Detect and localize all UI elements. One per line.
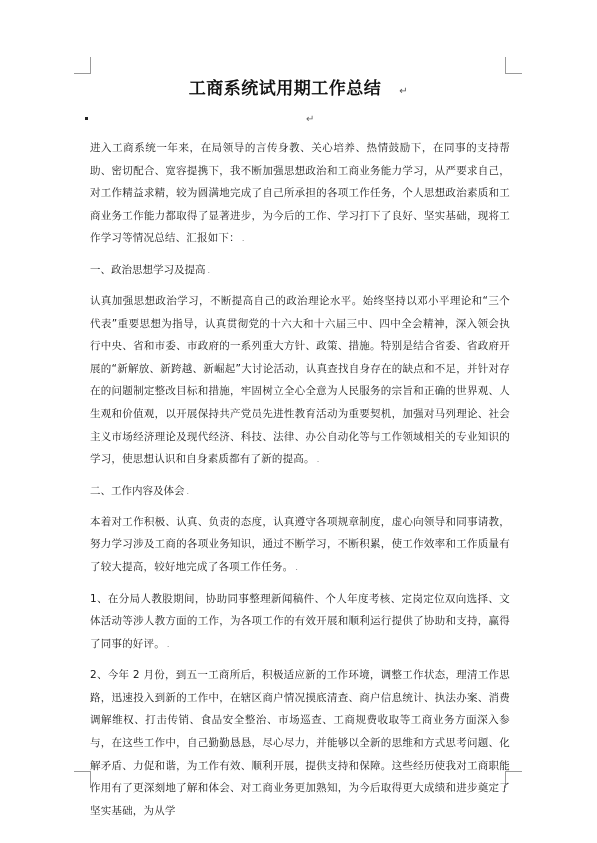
body-paragraph-item-2[interactable]	[90, 664, 510, 822]
body-paragraph-item-1[interactable]	[90, 588, 510, 657]
paragraph-text: 本着对工作积极、认真、负责的态度，认真遵守各项规章制度，虚心向领导和同事请教，努力学习涉及工商的各项业务知识，通过不断学习，不断积累，使工作效率和工作质量有了较大提高，较好地完成了各项工作任务。	[90, 515, 510, 573]
paragraph-end-mark: .	[186, 486, 190, 496]
paragraph-text: 认真加强思想政治学习，不断提高自己的政治理论水平。始终坚持以邓小平理论和“三个代表”重要思想为指导，认真贯彻党的十六大和十六届三中、四中全会精神，深入领会执行中央、省和市委、市政府的一系列重大方针、政策、措施。特别是结合省委、省政府开展的“新解放、新跨越、新崛起”大讨论活动，认真查找自身存在的缺点和不足，并针对存在的问题制定整改目标和措施，牢固树立全心全意为人民服务的宗旨和正确的世界观、人生观和价值观，以开展保持共产党员先进性教育活动为重要契机，加强对马列理论、社会主义市场经济理论及现代经济、科技、法律、办公自动化等与工作领域相关的专业知识的学习，使思想认识和自身素质都有了新的提高。	[90, 294, 510, 466]
paragraph-text: 进入工商系统一年来，在局领导的言传身教、关心培养、热情鼓励下，在同事的支持帮助、密切配合、宽容提携下，我不断加强思想政治和工商业务能力学习，从严要求自己，对工作精益求精，较为圆满地完成了自己所承担的各项工作任务，个人思想政治素质和工商业务工作能力都取得了显著进步，为今后的工作、学习打下了良好、坚实基础，现将工作学习等情况总结、汇报如下：	[90, 142, 510, 245]
section-heading-work[interactable]	[90, 480, 510, 503]
paragraph-end-mark: .	[316, 455, 320, 465]
document-title-text: 工商系统试用期工作总结	[188, 79, 382, 99]
crop-mark-bottom-left	[74, 771, 91, 788]
body-paragraph-work-attitude[interactable]	[90, 511, 510, 580]
paragraph-text: 2、今年 2 月份，到五一工商所后，积极适应新的工作环境，调整工作状态，理清工作思路，迅速投入到新的工作中，在辖区商户情况摸底清查、商户信息统计、执法办案、消费调解维权、打击传销、食品安全整治、市场巡查、工商规费收取等工商业务方面深入参与，在这些工作中，自己勤勤恳恳，尽心尽力，并能够以全新的思维和方式思考问题、化解矛盾、力促和谐，为工作有效、顺利开展，提供支持和保障。这些经历使我对工商职能作用有了更深刻地了解和体会、对工商业务更加熟知，为今后取得更大成绩和进步奠定了坚实基础，为从学	[90, 669, 510, 817]
document-title[interactable]	[0, 74, 597, 99]
paragraph-end-mark: .	[207, 265, 211, 275]
crop-mark-top-right	[505, 57, 522, 74]
paragraph-end-mark: .	[166, 639, 170, 649]
paragraph-mark-icon: ↵	[399, 86, 409, 97]
heading-text: 二、工作内容及体会	[90, 484, 185, 497]
body-paragraph-politics[interactable]	[90, 290, 510, 472]
body-paragraph-intro[interactable]	[90, 137, 510, 251]
bullet-dot-icon	[85, 117, 88, 120]
paragraph-text: 1、在分局人教股期间，协助同事整理新闻稿件、个人年度考核、定岗定位双向选择、文体活动等涉人教方面的工作，为各项工作的有效开展和顺利运行提供了协助和支持，赢得了同事的好评。	[90, 592, 510, 650]
paragraph-end-mark: .	[241, 234, 245, 244]
heading-text: 一、政治思想学习及提高	[90, 263, 206, 276]
crop-mark-top-left	[74, 57, 91, 74]
document-body[interactable]	[90, 137, 510, 830]
paragraph-mark-icon: ↵	[306, 114, 315, 125]
section-heading-politics[interactable]	[90, 259, 510, 282]
paragraph-end-mark: .	[295, 562, 299, 572]
